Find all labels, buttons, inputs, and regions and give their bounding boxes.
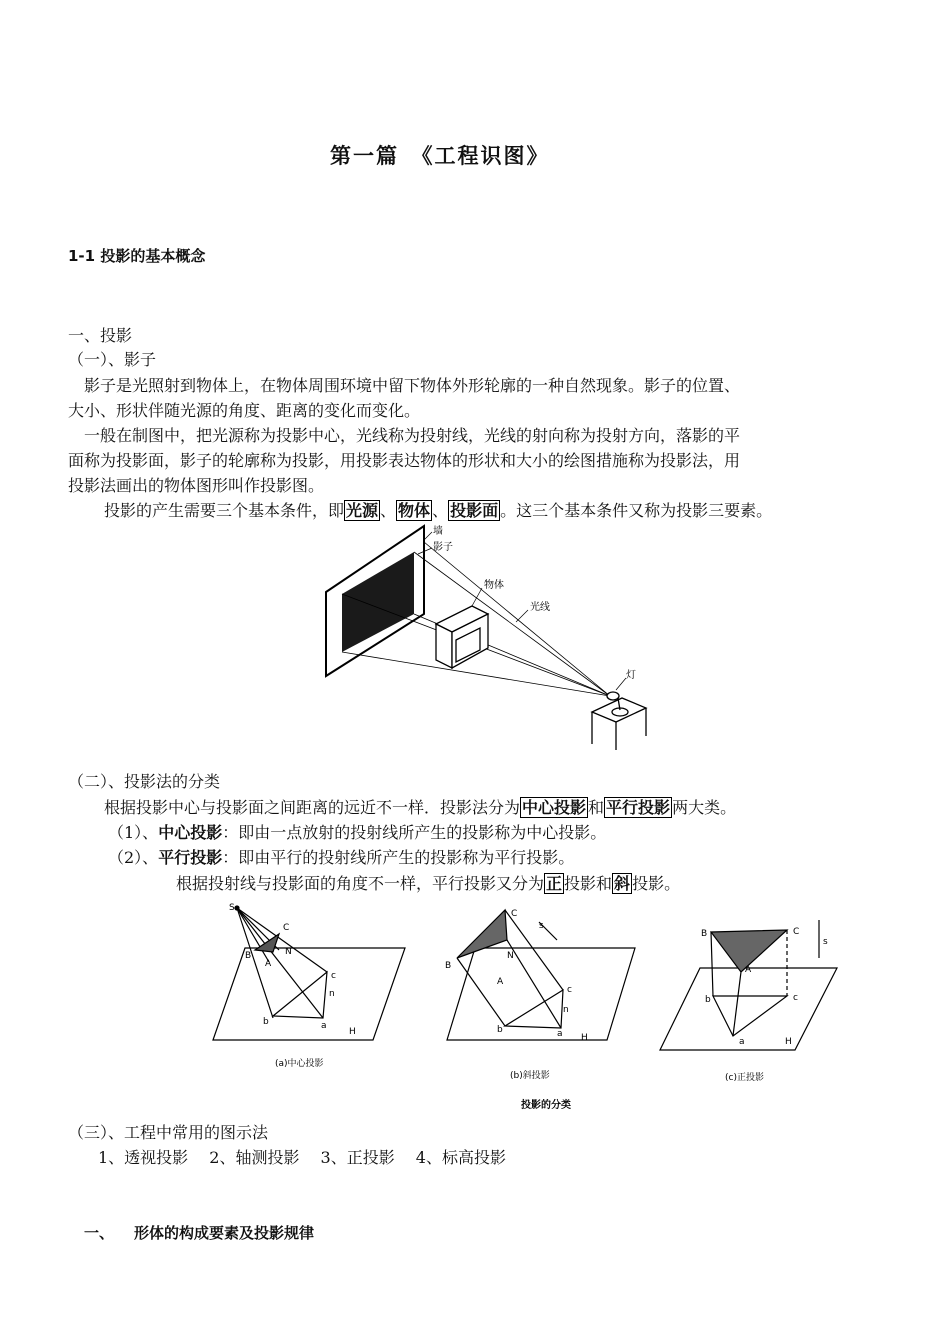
heading-methods: （二）、投影法的分类 xyxy=(68,772,221,791)
heading-methods-3: （三）、工程中常用的图示法 xyxy=(68,1123,269,1142)
sentence-text: 。这三个基本条件又称为投影三要素。 xyxy=(500,501,773,520)
sentence-text: 和 xyxy=(588,798,605,817)
paragraph-line: 投影法画出的物体图形叫作投影图。 xyxy=(68,476,325,495)
svg-text:B: B xyxy=(445,961,452,971)
parallel-types-sentence xyxy=(176,872,680,896)
central-projection-diagram xyxy=(213,906,405,1040)
svg-text:C: C xyxy=(283,923,290,933)
label-object: 物体 xyxy=(484,580,504,591)
svg-text:n: n xyxy=(563,1005,569,1015)
term-parallel-projection: 平行投影 xyxy=(606,798,671,817)
paragraph-line: 面称为投影面，影子的轮廓称为投影，用投影表达物体的形状和大小的绘图措施称为投影法，用 xyxy=(68,451,741,470)
sentence-text: 投影。 xyxy=(632,874,681,893)
label-shadow: 影子 xyxy=(433,542,453,553)
sentence-text: 投影和 xyxy=(564,874,613,893)
svg-text:s: s xyxy=(823,937,828,947)
svg-text:n: n xyxy=(329,989,335,999)
projection-illustration xyxy=(320,522,650,752)
svg-text:a: a xyxy=(321,1021,327,1031)
svg-text:a: a xyxy=(739,1037,745,1047)
svg-text:B: B xyxy=(245,951,252,961)
caption-orthographic: (c)正投影 xyxy=(725,1073,764,1083)
svg-text:N: N xyxy=(285,947,292,957)
list-item xyxy=(108,846,574,870)
caption-oblique: (b)斜投影 xyxy=(510,1071,550,1081)
item-term: 平行投影 xyxy=(158,848,223,867)
list-item xyxy=(108,821,606,845)
svg-text:c: c xyxy=(793,993,798,1003)
svg-text:b: b xyxy=(497,1025,503,1035)
svg-text:s: s xyxy=(539,921,544,931)
svg-text:C: C xyxy=(793,927,800,937)
item-text: ：即由一点放射的投射线所产生的投影称为中心投影。 xyxy=(222,823,607,842)
paragraph-line: 大小、形状伴随光源的角度、距离的变化而变化。 xyxy=(68,401,421,420)
projection-classification-figure xyxy=(205,900,850,1120)
term-object: 物体 xyxy=(398,501,431,520)
label-lamp: 灯 xyxy=(626,670,636,681)
svg-text:b: b xyxy=(705,995,711,1005)
caption-central: (a)中心投影 xyxy=(275,1059,324,1069)
separator: 、 xyxy=(432,501,449,520)
svg-text:c: c xyxy=(567,985,572,995)
label-ray: 光线 xyxy=(530,602,550,613)
svg-text:A: A xyxy=(497,977,504,987)
object-box xyxy=(436,606,488,668)
section-heading-2: 形体的构成要素及投影规律 xyxy=(134,1224,315,1242)
svg-text:c: c xyxy=(331,971,336,981)
svg-text:a: a xyxy=(557,1029,563,1039)
svg-text:A: A xyxy=(265,959,272,969)
term-central-projection: 中心投影 xyxy=(522,798,587,817)
term-light-source: 光源 xyxy=(346,501,379,520)
item-text: ：即由平行的投射线所产生的投影称为平行投影。 xyxy=(222,848,575,867)
shadow-rect xyxy=(342,552,414,652)
paragraph-line: 一般在制图中，把光源称为投影中心，光线称为投射线，光线的射向称为投射方向，落影的平 xyxy=(68,426,741,445)
three-elements-sentence xyxy=(104,499,772,523)
svg-text:C: C xyxy=(511,909,518,919)
item-term: 中心投影 xyxy=(158,823,223,842)
heading-shadow: （一）、影子 xyxy=(68,350,157,369)
svg-text:A: A xyxy=(745,965,752,975)
sentence-text: 根据投影中心与投影面之间距离的远近不一样．投影法分为 xyxy=(104,798,521,817)
svg-text:H: H xyxy=(581,1033,588,1043)
svg-text:B: B xyxy=(701,929,708,939)
methods-sentence xyxy=(104,796,736,820)
svg-text:H: H xyxy=(349,1027,356,1037)
lamp-icon xyxy=(592,692,646,750)
svg-text:H: H xyxy=(785,1037,792,1047)
methods-list: 1、透视投影 2、轴测投影 3、正投影 4、标高投影 xyxy=(98,1148,506,1167)
section-heading-1-1: 1-1 投影的基本概念 xyxy=(68,247,206,265)
item-number: （2）、 xyxy=(108,848,159,867)
svg-text:S: S xyxy=(229,903,235,913)
section-heading-2-number: 一、 xyxy=(84,1224,115,1242)
item-number: （1）、 xyxy=(108,823,159,842)
label-wall: 墙 xyxy=(433,526,443,537)
svg-text:N: N xyxy=(507,951,514,961)
sentence-text: 根据投射线与投影面的角度不一样，平行投影又分为 xyxy=(176,874,545,893)
sentence-text: 两大类。 xyxy=(672,798,737,817)
page-title: 第一篇 《工程识图》 xyxy=(330,144,550,168)
sentence-text: 投影的产生需要三个基本条件，即 xyxy=(104,501,345,520)
paragraph-line: 影子是光照射到物体上，在物体周围环境中留下物体外形轮廓的一种自然现象。影子的位置、 xyxy=(68,376,741,395)
figure-caption: 投影的分类 xyxy=(521,1100,571,1111)
svg-text:b: b xyxy=(263,1017,269,1027)
term-orthographic: 正 xyxy=(546,874,563,893)
separator: 、 xyxy=(380,501,397,520)
orthographic-projection-diagram xyxy=(660,920,837,1050)
heading-projection: 一、投影 xyxy=(68,326,133,345)
term-oblique: 斜 xyxy=(614,874,631,893)
term-projection-plane: 投影面 xyxy=(450,501,499,520)
